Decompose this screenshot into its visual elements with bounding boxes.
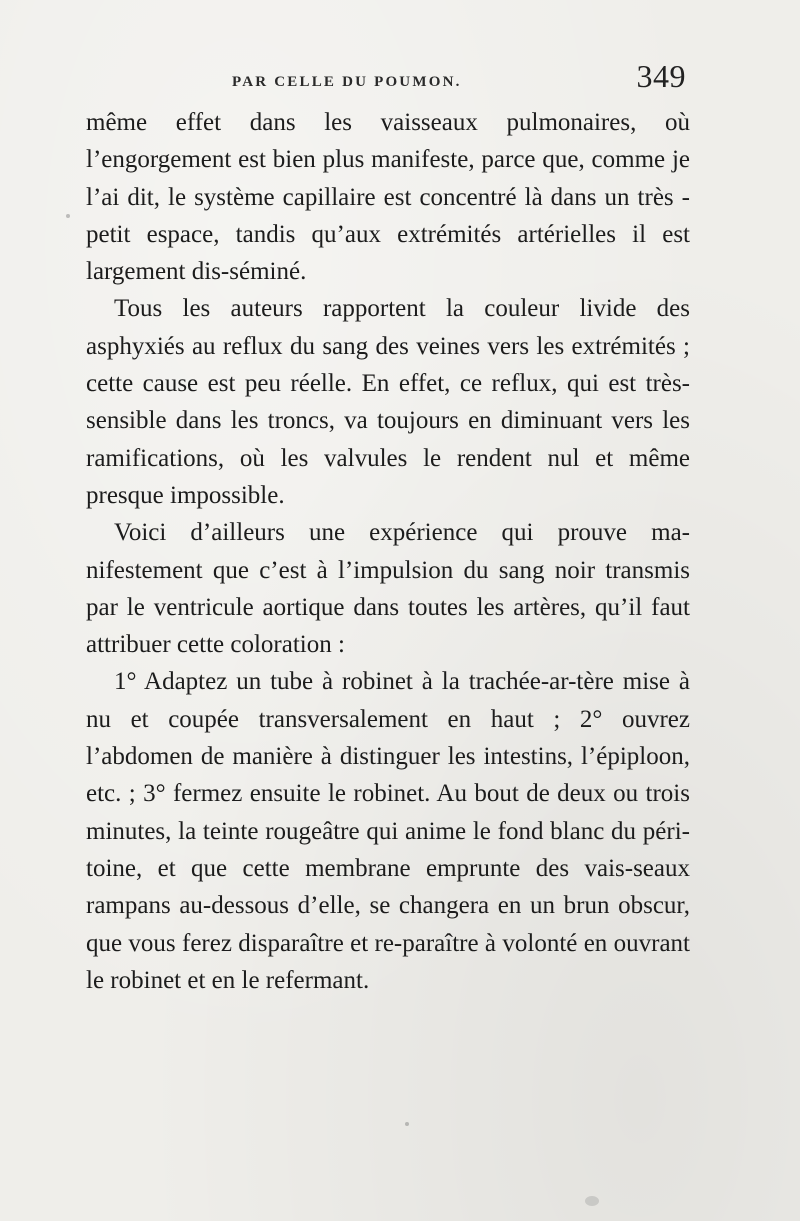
ink-speck	[66, 214, 70, 218]
body-text	[86, 104, 690, 999]
page-header	[86, 58, 690, 98]
paragraph-3: Voici d’ailleurs une expérience qui prouve ma-nifestement que c’est à l’impulsion du sang noir transmis par le ventricule aortique dans toutes les artères, qu’il faut attribuer cette coloration :	[86, 519, 690, 659]
page-number: 349	[636, 58, 686, 94]
running-title: PAR CELLE DU POUMON.	[232, 74, 462, 90]
ink-speck	[405, 1122, 409, 1126]
paragraph-4: 1° Adaptez un tube à robinet à la trachée-ar-tère mise à nu et coupée transversalement en haut ; 2° ouvrez l’abdomen de manière à distinguer les intestins, l’épiploon, etc. ; 3° fermez ensuite le robinet. Au bout de deux ou trois minutes, la teinte rougeâtre qui anime le fond blanc du péri-toine, et que cette membrane emprunte des vais-seaux rampans au-dessous d’elle, se changera en un brun obscur, que vous ferez disparaître et re-paraître à volonté en ouvrant le robinet et en le refermant.	[86, 668, 690, 994]
paragraph-1: même effet dans les vaisseaux pulmonaires, où l’engorgement est bien plus manifeste, parce que, comme je l’ai dit, le système capillaire est concentré là dans un très - petit espace, tandis qu’aux extrémités artérielles il est largement dis-séminé.	[86, 109, 690, 286]
paragraph-2: Tous les auteurs rapportent la couleur livide des asphyxiés au reflux du sang des veines vers les extrémités ; cette cause est peu réelle. En effet, ce reflux, qui est très-sensible dans les troncs, va toujours en diminuant vers les ramifications, où les valvules le rendent nul et même presque impossible.	[86, 295, 690, 509]
ink-speck	[585, 1196, 599, 1206]
